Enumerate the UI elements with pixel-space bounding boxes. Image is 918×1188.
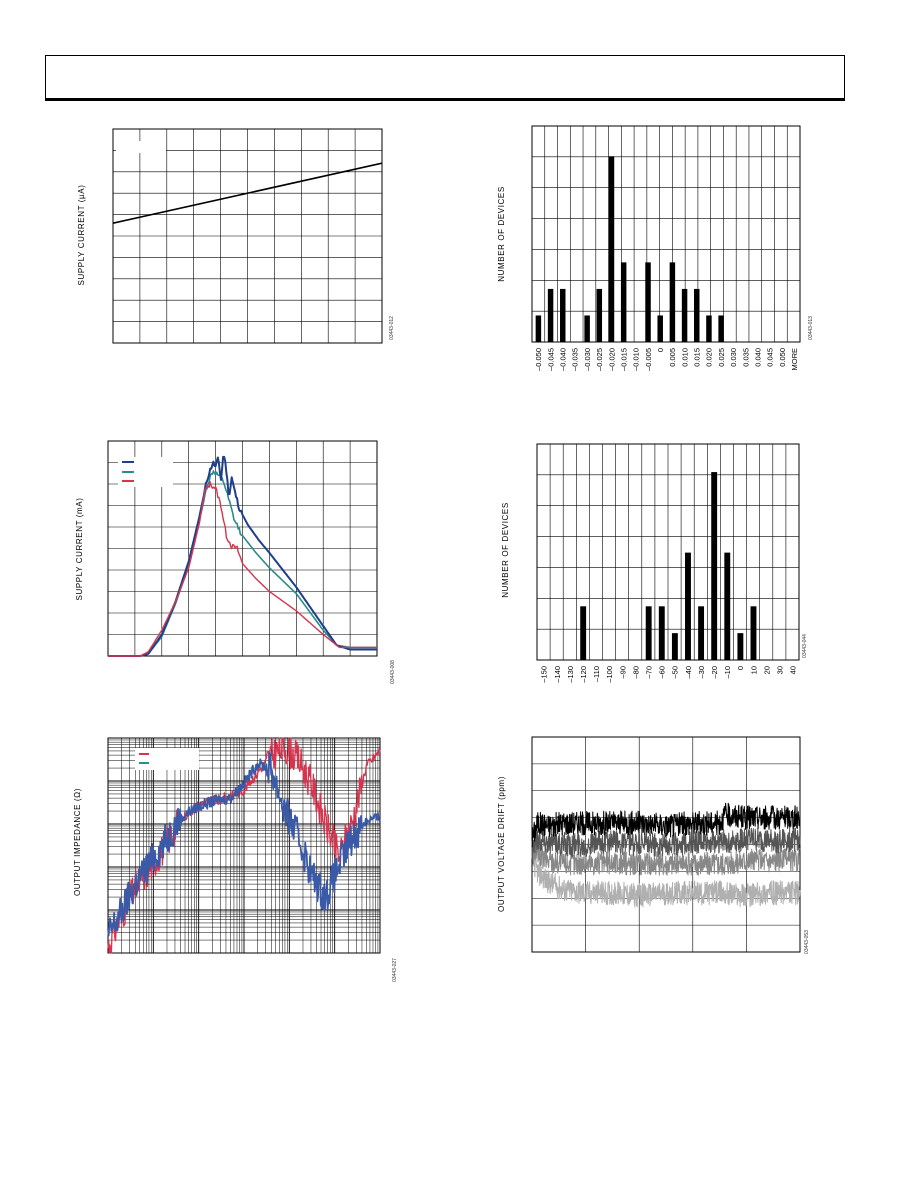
c4-tick-label: 20	[762, 666, 772, 675]
c4-bar	[672, 633, 678, 660]
c2-tick-label: –0.030	[582, 348, 592, 371]
c4-tick-label: –100	[605, 666, 615, 683]
c4-bar	[580, 606, 586, 660]
c2-tick-label: –0.010	[631, 348, 641, 371]
c4-bar	[646, 606, 652, 660]
c4-tick-label: –50	[670, 666, 680, 679]
chart1-ylabel: SUPPLY CURRENT (µA)	[77, 184, 86, 286]
c4-tick-label: –90	[618, 666, 628, 679]
c2-bar	[694, 289, 699, 342]
c4-tick-label: –30	[696, 666, 706, 679]
c4-tick-label: 40	[788, 666, 798, 675]
c2-bar	[718, 315, 723, 342]
chart4-ylabel: NUMBER OF DEVICES	[501, 502, 510, 598]
c4-tick-label: –40	[683, 666, 693, 679]
chart5-figure-code: 03443-027	[392, 958, 398, 982]
c4-tick-label: –80	[631, 666, 641, 679]
c4-tick-label: –60	[657, 666, 667, 679]
chart-supply-current-ua	[77, 129, 395, 343]
chart6-figure-code: 03443-053	[804, 930, 810, 954]
c2-tick-label: –0.050	[534, 348, 544, 371]
chart-output-impedance	[73, 738, 398, 982]
c2-tick-label: 0.015	[692, 348, 702, 367]
c2-tick-label: –0.020	[607, 348, 617, 371]
c2-bar	[657, 315, 662, 342]
chart3-ylabel: SUPPLY CURRENT (mA)	[75, 497, 84, 601]
chart-output-voltage-drift	[497, 737, 810, 954]
c2-bar	[536, 315, 541, 342]
c2-bar	[682, 289, 687, 342]
c2-bar	[645, 262, 650, 342]
c2-tick-label: 0.040	[753, 348, 763, 367]
c4-tick-label: –20	[710, 666, 719, 679]
c4-tick-label: –150	[539, 666, 549, 683]
chart4-figure-code: 03443-044	[802, 634, 808, 658]
c2-bar	[597, 289, 602, 342]
c2-bar	[706, 315, 711, 342]
c2-tick-label: 0	[656, 348, 665, 353]
chart3-figure-code: 03443-008	[390, 660, 396, 684]
c4-tick-label: –130	[565, 666, 575, 683]
c2-tick-label: –0.015	[619, 348, 629, 371]
chart5-ylabel: OUTPUT IMPEDANCE (Ω)	[73, 787, 82, 897]
c2-bar	[621, 262, 626, 342]
c4-tick-label: 10	[749, 666, 759, 675]
c2-tick-label: –0.025	[595, 348, 605, 371]
c2-tick-label: 0.010	[680, 348, 690, 367]
c2-tick-label: 0.020	[704, 348, 714, 367]
c2-tick-label: –0.005	[643, 348, 653, 371]
chart1-figure-code: 03443-012	[389, 316, 395, 340]
chart6-ylabel: OUTPUT VOLTAGE DRIFT (ppm)	[497, 776, 506, 912]
c4-tick-label: –120	[579, 666, 588, 683]
c4-bar	[685, 553, 691, 660]
c4-tick-label: –70	[644, 666, 654, 679]
c4-tick-label: –110	[592, 666, 602, 683]
c4-bar	[711, 472, 717, 660]
c2-tick-label: –0.040	[558, 348, 568, 371]
c4-tick-label: –10	[723, 666, 733, 679]
c2-tick-label: 0.035	[741, 348, 751, 367]
c4-bar	[724, 553, 730, 660]
c4-tick-label: –140	[552, 666, 562, 683]
c2-tick-label: 0.005	[668, 348, 678, 367]
c2-plot-frame	[532, 126, 800, 342]
c4-bar	[659, 606, 665, 660]
c2-tick-label: 0.030	[729, 348, 739, 367]
chart-supply-current-ma	[75, 441, 396, 684]
c2-bar	[548, 289, 553, 342]
chart2-ylabel: NUMBER OF DEVICES	[497, 186, 506, 282]
c2-tick-label: –0.045	[546, 348, 556, 371]
c2-bar	[560, 289, 565, 342]
chart5-legend-box	[135, 748, 199, 770]
c4-bar	[737, 633, 743, 660]
c4-tick-label: 0	[736, 666, 746, 671]
c2-tick-label: –0.035	[570, 348, 580, 371]
c2-bar	[670, 262, 675, 342]
chart1-legend-box	[116, 141, 166, 153]
c2-bar	[584, 315, 589, 342]
c2-tick-label: MORE	[790, 348, 799, 371]
chart-histogram-1	[497, 126, 814, 371]
chart2-figure-code: 03443-013	[808, 316, 814, 340]
c2-tick-label: 0.025	[716, 348, 726, 367]
c2-tick-label: 0.050	[777, 348, 787, 367]
c4-tick-label: 30	[775, 666, 785, 675]
c4-bar	[751, 606, 757, 660]
c2-tick-label: 0.045	[765, 348, 775, 367]
chart-histogram-2	[501, 444, 808, 683]
c2-bar	[609, 156, 614, 342]
c4-bar	[698, 606, 704, 660]
